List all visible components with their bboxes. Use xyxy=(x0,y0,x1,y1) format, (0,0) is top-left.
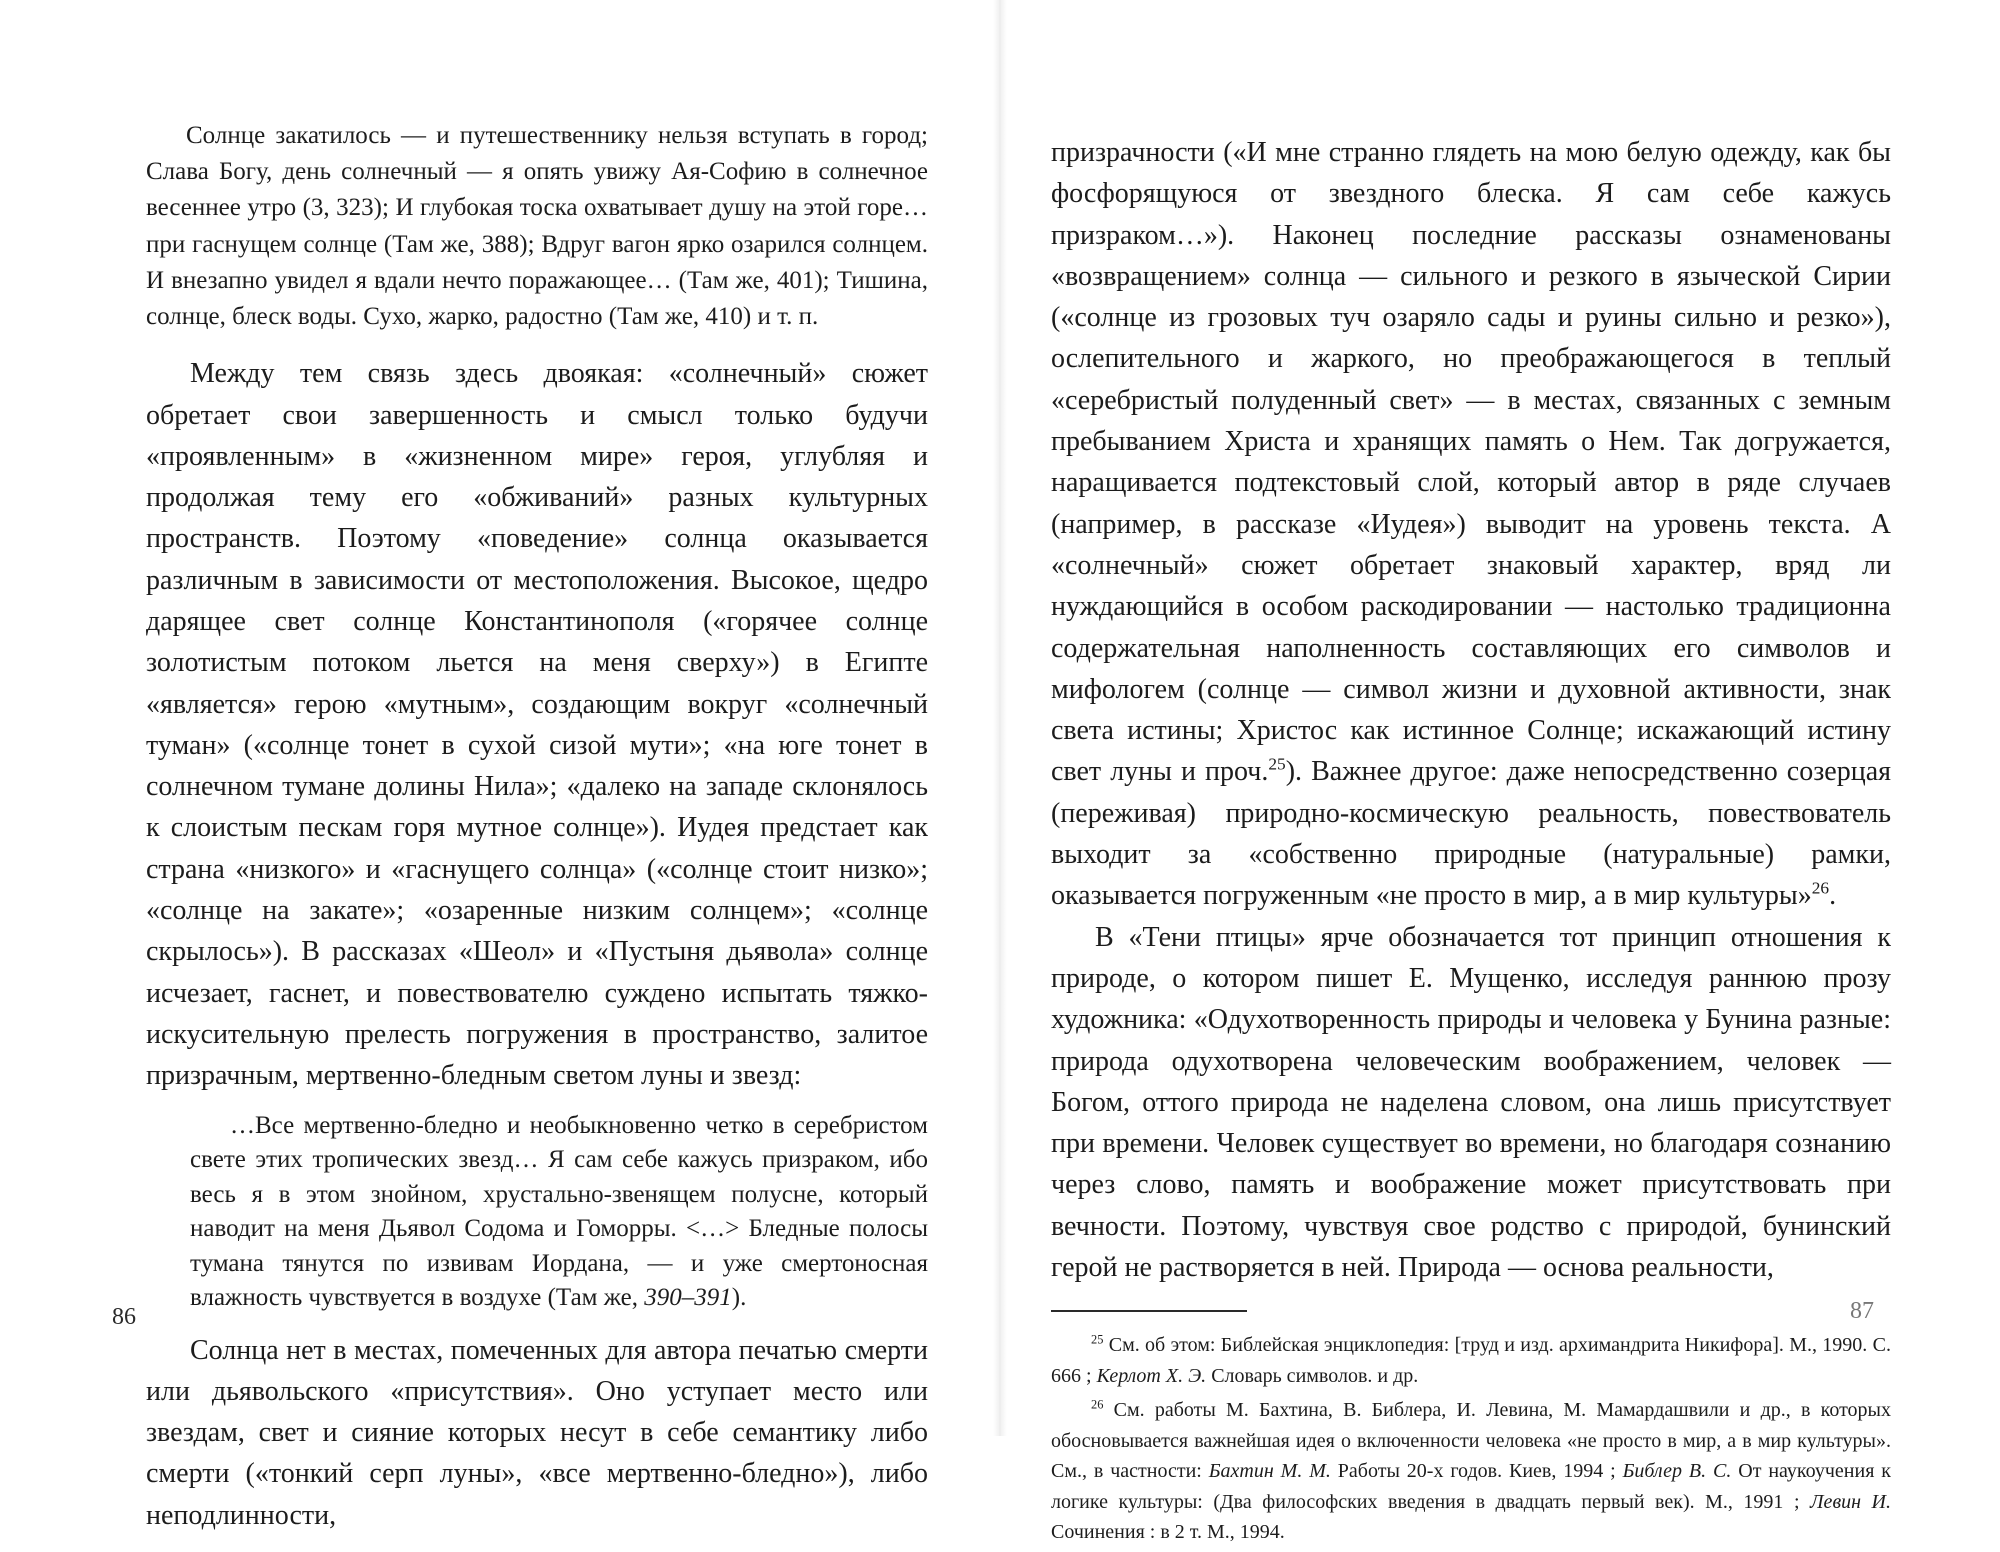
left-body xyxy=(146,353,928,1536)
footnote-divider xyxy=(1051,1310,1247,1312)
footnote-25-text-b: Словарь символов. и др. xyxy=(1206,1364,1419,1387)
footnote-25-text-a: См. об этом: Библейская энциклопедия: [труд и изд. архимандрита Никифора]. М., 1990. С. 666 ; xyxy=(1051,1334,1891,1387)
opening-quote xyxy=(146,118,928,335)
footnote-25 xyxy=(1051,1330,1891,1391)
footnote-26-text-d: Сочинения : в 2 т. М., 1994. xyxy=(1051,1521,1285,1544)
block-quote xyxy=(190,1109,928,1316)
right-paragraph-1-end: . xyxy=(1829,880,1837,912)
block-quote-body: …Все мертвенно-бледно и необыкновенно четко в серебристом свете этих тропических звезд… Я сам себе кажусь призраком, ибо весь я в этом знойном, хрустально-звенящем полусне, который наводит на меня Дьявол Содома и Гоморры. <…> Бледные полосы тумана тянутся по извивам Иордана, — и уже смертоносная влажность чувствуется в воздухе (Там же, xyxy=(190,1111,928,1312)
footnote-26 xyxy=(1051,1395,1891,1548)
footnote-26-text-b: Работы 20-х годов. Киев, 1994 ; xyxy=(1330,1460,1623,1483)
left-text-column xyxy=(146,118,928,1536)
right-body xyxy=(1051,132,1891,1288)
opening-quote-text: Солнце закатилось — и путешественнику нельзя вступать в город; Слава Богу, день солнечный — я опять увижу Ая-Софию в солнечное весеннее утро (3, 323); И глубокая тоска охватывает душу на этой горе… при гаснущем солнце (Там же, 388); Вдруг вагон ярко озарился солнцем. И внезапно увидел я вдали нечто поражающее… (Там же, 401); Тишина, солнце, блеск воды. Сухо, жарко, радостно (Там же, 410) и т. п. xyxy=(146,122,928,331)
left-page xyxy=(0,0,993,1531)
footnote-ref-26[interactable]: 26 xyxy=(1811,879,1830,899)
right-text-column xyxy=(1051,132,1891,1552)
footnote-26-text-a: См. работы М. Бахтина, В. Библера, И. Левина, М. Мамардашвили и др., в которых обосновывается важнейшая идея о включенности человека «не просто в мир, а в мир культуры». См., в частности: xyxy=(1051,1399,1891,1483)
footnote-25-number: 25 xyxy=(1091,1332,1104,1347)
book-gutter xyxy=(993,0,1007,1436)
page-number-left: 86 xyxy=(112,1304,136,1330)
block-quote-text xyxy=(190,1109,928,1316)
footnote-26-number: 26 xyxy=(1091,1397,1104,1412)
right-paragraph-1 xyxy=(1051,132,1891,917)
footnote-26-author-2: Библер В. С. xyxy=(1622,1460,1732,1483)
right-paragraph-2: В «Тени птицы» ярче обозначается тот принцип отношения к природе, о котором пишет Е. Мущенко, исследуя раннюю прозу художника: «Одухотворенность природы и человека у Бунина разные: природа одухотворена человеческим воображением, человек — Богом, оттого природа не наделена словом, она лишь присутствует при времени. Человек существует во времени, но благодаря сознанию через слово, память и воображение может присутствовать при вечности. Поэтому, чувствуя свое родство с природой, бунинский герой не растворяется в ней. Природа — основа реальности, xyxy=(1051,921,1891,1284)
left-paragraph-1: Между тем связь здесь двоякая: «солнечный» сюжет обретает свои завершенность и смысл только будучи «проявленным» в «жизненном мире» героя, углубляя и продолжая тему его «обживаний» разных культурных пространств. Поэтому «поведение» солнца оказывается различным в зависимости от местоположения. Высокое, щедро дарящее свет солнце Константинополя («горячее солнце золотистым потоком льется на меня сверху») в Египте «является» герою «мутным», создающим вокруг «солнечный туман» («солнце тонет в сухой сизой мути»; «на юге тонет в солнечном тумане долины Нила»; «далеко на западе склонялось к слоистым пескам горя мутное солнце»). Иудея предстает как страна «низкого» и «гаснущего солнца» («солнце стоит низко»; «солнце на закате»; «озаренные низким солнцем»; «солнце скрылось»). В рассказах «Шеол» и «Пустыня дьявола» солнце исчезает, гаснет, и повествователю суждено испытать тяжко-искусительную прелесть погружения в пространство, залитое призрачным, мертвенно-бледным светом луны и звезд: xyxy=(146,358,928,1092)
right-page xyxy=(1007,0,2000,1544)
footnote-26-author-1: Бахтин М. М. xyxy=(1208,1460,1331,1483)
block-quote-ref: 390–391 xyxy=(644,1284,732,1312)
left-paragraph-2: Солнца нет в местах, помеченных для автора печатью смерти или дьявольского «присутствия». Оно уступает место или звездам, свет и сияние которых несут в себе семантику либо смерти («тонкий серп луны», «все мертвенно-бледно»), либо неподлинности, xyxy=(146,1334,928,1531)
right-paragraph-1-cont: ). Важнее другое: даже непосредственно созерцая (переживая) природно-космическую реальность, повествователь выходит за «собственно природные (натуральные) рамки, оказывается погруженным «не просто в мир, а в мир культуры» xyxy=(1051,756,1891,912)
right-paragraph-1-text: призрачности («И мне странно глядеть на мою белую одежду, как бы фосфорящуюся от звездного блеска. Я сам себе кажусь призраком…»). Наконец последние рассказы ознаменованы «возвращением» солнца — сильного и резкого в языческой Сирии («солнце из грозовых туч озаряло сады и руины сильно и резко»), ослепительного и жаркого, но преображающегося в теплый «серебристый полуденный свет» — в местах, связанных с земным пребыванием Христа и хранящих память о Нем. Так догружается, наращивается подтекстовый слой, который автор в ряде случаев (например, в рассказе «Иудея») выводит на уровень текста. А «солнечный» сюжет обретает знаковый характер, вряд ли нуждающийся в особом раскодировании — настолько традиционна содержательная наполненность составляющих его символов и мифологем (солнце — символ жизни и духовной активности, знак света истины; Христос как истинное Солнце; искажающий истину свет луны и проч. xyxy=(1051,137,1891,788)
footnote-25-author: Керлот Х. Э. xyxy=(1096,1364,1207,1387)
footnotes xyxy=(1051,1330,1891,1548)
page-number-right: 87 xyxy=(1850,1298,1874,1324)
footnote-26-author-3: Левин И. xyxy=(1810,1490,1891,1513)
footnote-26-text-c: От наукоучения к логике культуры: (Два философских введения в двадцать первый век). М., 1991 ; xyxy=(1051,1460,1891,1513)
footnote-ref-25[interactable]: 25 xyxy=(1268,755,1286,775)
block-quote-end: ). xyxy=(731,1284,747,1312)
